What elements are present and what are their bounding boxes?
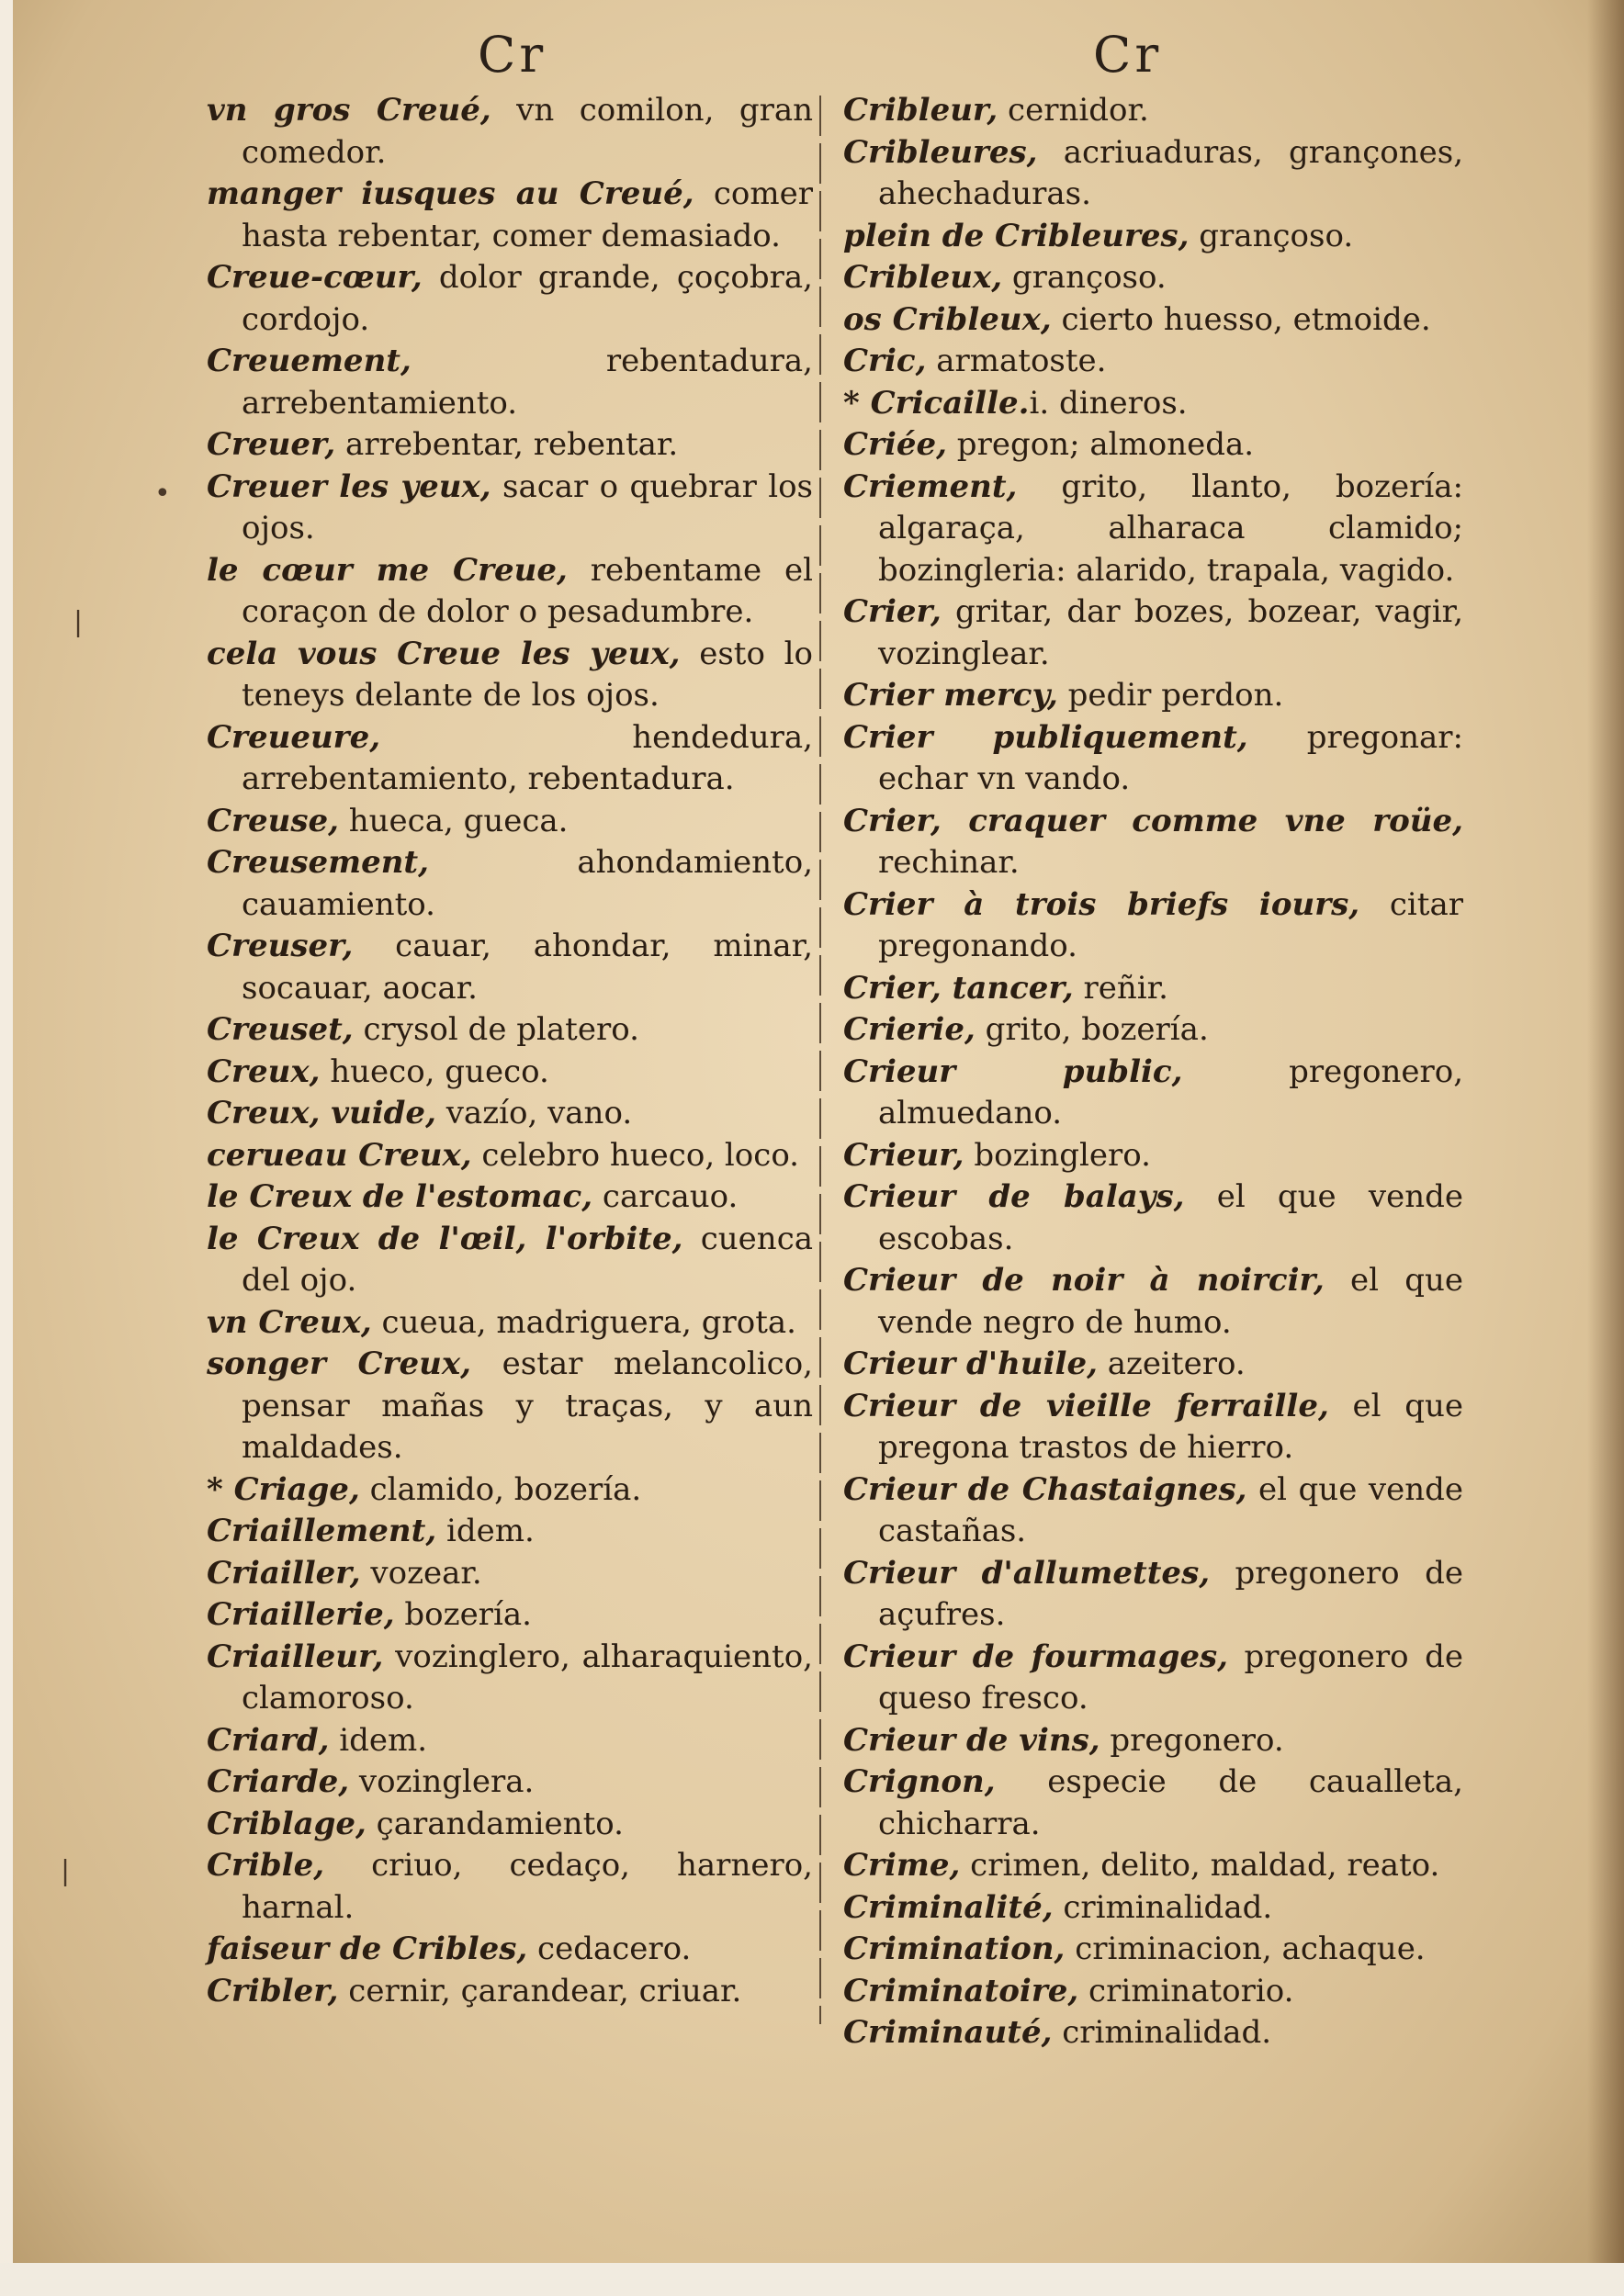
- page-edge-left: [0, 0, 13, 2296]
- right-column: [843, 90, 1463, 2054]
- entry-definition: especie de caualleta, chicharra.: [878, 1763, 1463, 1842]
- dictionary-entry: [843, 341, 1463, 383]
- dictionary-entry: [843, 1971, 1463, 2013]
- entry-definition: armatoste.: [926, 343, 1107, 379]
- entry-definition: vazío, vano.: [435, 1095, 633, 1131]
- entry-headword: Creux, vuide,: [207, 1095, 436, 1131]
- entry-definition: cauar, ahondar, minar, socauar, aocar.: [242, 928, 813, 1007]
- entry-headword: Cribler,: [207, 1972, 339, 2009]
- dictionary-entry: [843, 90, 1463, 132]
- entry-headword: Creuset,: [207, 1011, 354, 1048]
- entry-headword: Crieur de vins,: [843, 1721, 1100, 1759]
- entry-definition: rechinar.: [878, 844, 1020, 881]
- entry-headword: * Criage,: [207, 1470, 360, 1508]
- dictionary-entry: [207, 1052, 813, 1094]
- dictionary-entry: [207, 90, 813, 174]
- entry-definition: bozería.: [394, 1596, 532, 1633]
- entry-headword: Criarde,: [207, 1763, 350, 1800]
- margin-mark-stroke: |: [73, 606, 84, 638]
- entry-definition: grito, bozería.: [975, 1011, 1209, 1048]
- entry-definition: idem.: [436, 1513, 535, 1549]
- dictionary-entry: [843, 1052, 1463, 1135]
- entry-headword: manger iusques au Creué,: [207, 175, 694, 212]
- entry-headword: le Creux de l'œil, l'orbite,: [207, 1220, 683, 1257]
- dictionary-entry: [207, 1929, 813, 1971]
- entry-definition: vozear.: [360, 1554, 482, 1592]
- entry-definition: dolor grande, çoçobra, cordojo.: [242, 259, 813, 338]
- entry-definition: cernidor.: [998, 92, 1149, 129]
- entry-definition: grançoso.: [1189, 217, 1354, 254]
- dictionary-entry: [843, 968, 1463, 1010]
- entry-headword: Criminatoire,: [843, 1972, 1079, 2009]
- dictionary-entry: [207, 1637, 813, 1720]
- entry-headword: plein de Cribleures,: [843, 217, 1190, 254]
- dictionary-entry: [843, 884, 1463, 968]
- entry-definition: rebentadura, arrebentamiento.: [242, 343, 813, 422]
- dictionary-entry: [843, 801, 1463, 884]
- dictionary-entry: [207, 1553, 813, 1595]
- dictionary-entry: [207, 926, 813, 1009]
- entry-headword: Creusement,: [207, 844, 429, 881]
- entry-definition: azeitero.: [1097, 1345, 1246, 1382]
- entry-definition: hueca, gueca.: [338, 802, 569, 839]
- entry-headword: Criaillerie,: [207, 1596, 395, 1633]
- entry-definition: vozinglero, alharaquiento, clamoroso.: [242, 1638, 813, 1716]
- entry-headword: Crieur de fourmages,: [843, 1638, 1228, 1675]
- entry-headword: vn gros Creué,: [207, 92, 491, 129]
- entry-definition: cedacero.: [527, 1930, 692, 1967]
- running-head-right: Cr: [1093, 26, 1163, 84]
- entry-headword: Criblage,: [207, 1805, 367, 1842]
- dictionary-entry: [843, 383, 1463, 425]
- entry-headword: Cric,: [843, 343, 927, 379]
- entry-definition: clamido, bozería.: [359, 1470, 642, 1508]
- dictionary-entry: [843, 1720, 1463, 1762]
- entry-definition: grançoso.: [1002, 259, 1167, 296]
- dictionary-entry: [843, 1845, 1463, 1887]
- entry-headword: Crimination,: [843, 1930, 1066, 1967]
- dictionary-entry: [207, 1720, 813, 1762]
- dictionary-entry: [207, 1511, 813, 1553]
- entry-definition: criminalidad.: [1052, 2014, 1272, 2051]
- entry-headword: vn Creux,: [207, 1303, 372, 1341]
- entry-definition: i. dineros.: [1029, 384, 1188, 422]
- dictionary-entry: [207, 424, 813, 467]
- entry-definition: pregonar: echar vn vando.: [878, 718, 1463, 797]
- entry-definition: criminacion, achaque.: [1065, 1930, 1426, 1967]
- entry-headword: Crier publiquement,: [843, 718, 1248, 756]
- dictionary-entry: [207, 842, 813, 926]
- entry-definition: estar melancolico, pensar mañas y traças, y aun maldades.: [242, 1345, 813, 1466]
- entry-headword: Creuser,: [207, 928, 354, 964]
- entry-headword: Crier, tancer,: [843, 969, 1074, 1007]
- dictionary-entry: [843, 1637, 1463, 1720]
- dictionary-entry: [843, 467, 1463, 592]
- entry-definition: citar pregonando.: [878, 885, 1463, 964]
- page-edge-right: [1587, 0, 1624, 2296]
- dictionary-entry: [207, 1344, 813, 1469]
- entry-headword: Crieur de noir à noircir,: [843, 1262, 1325, 1299]
- entry-definition: çarandamiento.: [366, 1805, 624, 1842]
- margin-mark-star: •: [154, 478, 171, 510]
- dictionary-entry: [207, 1804, 813, 1846]
- dictionary-entry: [843, 1176, 1463, 1260]
- entry-headword: Cribleures,: [843, 133, 1038, 171]
- entry-definition: cernir, çarandear, criuar.: [338, 1972, 742, 2009]
- entry-definition: pregonero.: [1100, 1721, 1284, 1759]
- entry-headword: Creuement,: [207, 343, 412, 379]
- dictionary-entry: [207, 801, 813, 843]
- entry-definition: crysol de platero.: [353, 1011, 639, 1048]
- dictionary-entry: [207, 1135, 813, 1177]
- entry-definition: el que pregona trastos de hierro.: [878, 1387, 1463, 1466]
- entry-headword: os Cribleux,: [843, 300, 1052, 338]
- left-column: [207, 90, 813, 2012]
- dictionary-entry: [843, 1344, 1463, 1386]
- dictionary-entry: [843, 216, 1463, 258]
- entry-definition: celebro hueco, loco.: [471, 1136, 799, 1174]
- entry-definition: rebentame el coraçon de dolor o pesadumbre.: [242, 551, 813, 630]
- dictionary-entry: [207, 257, 813, 341]
- entry-headword: Crieur d'allumettes,: [843, 1554, 1211, 1592]
- entry-headword: Creuse,: [207, 802, 339, 839]
- entry-headword: Criminalité,: [843, 1888, 1054, 1926]
- dictionary-entry: [207, 1761, 813, 1804]
- dictionary-entry: [207, 467, 813, 550]
- dictionary-entry: [843, 1135, 1463, 1177]
- entry-headword: Crime,: [843, 1847, 961, 1884]
- entry-definition: criuo, cedaço, harnero, harnal.: [242, 1847, 813, 1926]
- dictionary-entry: [843, 424, 1463, 467]
- dictionary-entry: [207, 1009, 813, 1052]
- entry-definition: comer hasta rebentar, comer demasiado.: [242, 175, 813, 254]
- entry-headword: faiseur de Cribles,: [207, 1930, 528, 1967]
- dictionary-entry: [843, 299, 1463, 342]
- entry-headword: Criement,: [843, 467, 1018, 505]
- dictionary-entry: [843, 2012, 1463, 2054]
- dictionary-entry: [207, 1219, 813, 1302]
- dictionary-entry: [843, 1887, 1463, 1930]
- dictionary-entry: [843, 591, 1463, 675]
- entry-definition: vn comilon, gran comedor.: [242, 92, 814, 171]
- entry-definition: gritar, dar bozes, bozear, vagir, vozinglear.: [878, 593, 1463, 672]
- entry-headword: Criailleur,: [207, 1638, 384, 1675]
- entry-headword: Creuer,: [207, 426, 336, 463]
- dictionary-entry: [207, 1176, 813, 1219]
- dictionary-entry: [207, 1594, 813, 1637]
- dictionary-entry: [843, 675, 1463, 717]
- entry-definition: carcauo.: [592, 1178, 739, 1215]
- entry-definition: crimen, delito, maldad, reato.: [960, 1847, 1440, 1884]
- dictionary-entry: [843, 257, 1463, 299]
- entry-headword: Crieur,: [843, 1136, 964, 1174]
- entry-headword: Crier à trois briefs iours,: [843, 885, 1360, 923]
- entry-headword: Criaillement,: [207, 1513, 437, 1549]
- entry-definition: esto lo teneys delante de los ojos.: [242, 635, 813, 714]
- entry-headword: Crible,: [207, 1847, 325, 1884]
- entry-definition: cueua, madriguera, grota.: [371, 1303, 796, 1341]
- entry-definition: arrebentar, rebentar.: [335, 426, 679, 463]
- dictionary-entry: [843, 1929, 1463, 1971]
- dictionary-entry: [843, 717, 1463, 801]
- dictionary-entry: [207, 1093, 813, 1135]
- dictionary-entry: [207, 174, 813, 257]
- entry-headword: le Creux de l'estomac,: [207, 1178, 593, 1215]
- entry-definition: el que vende escobas.: [878, 1178, 1463, 1257]
- entry-definition: pedir perdon.: [1057, 677, 1284, 714]
- entry-headword: Crieur de Chastaignes,: [843, 1470, 1247, 1508]
- entry-definition: acriuaduras, grançones, ahechaduras.: [878, 133, 1463, 212]
- entry-headword: Crier,: [843, 593, 942, 630]
- column-divider: [819, 96, 821, 2024]
- entry-definition: bozinglero.: [964, 1136, 1151, 1174]
- entry-definition: pregon; almoneda.: [947, 426, 1255, 463]
- entry-headword: Crier mercy,: [843, 677, 1058, 714]
- dictionary-entry: [207, 1469, 813, 1512]
- entry-headword: Creux,: [207, 1052, 321, 1090]
- entry-definition: cierto huesso, etmoide.: [1051, 300, 1431, 338]
- entry-definition: idem.: [329, 1721, 428, 1759]
- entry-headword: cerueau Creux,: [207, 1136, 472, 1174]
- entry-headword: * Cricaille.: [843, 384, 1030, 422]
- dictionary-entry: [843, 1761, 1463, 1845]
- dictionary-entry: [207, 1971, 813, 2013]
- dictionary-entry: [843, 132, 1463, 216]
- entry-headword: Crieur de balays,: [843, 1178, 1185, 1215]
- entry-definition: el que vende negro de humo.: [878, 1262, 1463, 1341]
- entry-definition: grito, llanto, bozería: algaraça, alharaca clamido; bozingleria: alarido, trapala, vagido.: [878, 467, 1463, 589]
- entry-headword: Crierie,: [843, 1011, 976, 1048]
- dictionary-entry: [207, 550, 813, 634]
- page-edge-bottom: [0, 2263, 1624, 2296]
- dictionary-entry: [843, 1009, 1463, 1052]
- entry-definition: reñir.: [1073, 969, 1168, 1007]
- dictionary-entry: [207, 1845, 813, 1929]
- dictionary-entry: [207, 1302, 813, 1345]
- dictionary-entry: [207, 717, 813, 801]
- entry-definition: ahondamiento, cauamiento.: [242, 844, 813, 923]
- dictionary-entry: [207, 341, 813, 424]
- dictionary-entry: [843, 1260, 1463, 1344]
- entry-headword: Criminauté,: [843, 2014, 1053, 2051]
- entry-definition: pregonero, almuedano.: [878, 1052, 1463, 1131]
- entry-definition: vozinglera.: [349, 1763, 535, 1800]
- entry-headword: Criard,: [207, 1721, 330, 1759]
- entry-headword: Cribleur,: [843, 92, 998, 129]
- dictionary-entry: [207, 634, 813, 717]
- running-head-left: Cr: [478, 26, 547, 84]
- entry-headword: cela vous Creue les yeux,: [207, 635, 681, 672]
- entry-definition: criminalidad.: [1053, 1888, 1273, 1926]
- entry-definition: pregonero de açufres.: [878, 1554, 1463, 1633]
- dictionary-entry: [843, 1553, 1463, 1637]
- dictionary-entry: [843, 1386, 1463, 1469]
- entry-headword: Creueure,: [207, 718, 381, 756]
- entry-headword: Criailler,: [207, 1554, 361, 1592]
- entry-headword: le cœur me Creue,: [207, 551, 568, 589]
- entry-definition: pregonero de queso fresco.: [878, 1638, 1463, 1716]
- entry-headword: Creue-cœur,: [207, 259, 423, 296]
- entry-definition: hueco, gueco.: [320, 1052, 549, 1090]
- entry-headword: songer Creux,: [207, 1345, 471, 1382]
- entry-definition: sacar o quebrar los ojos.: [242, 467, 814, 546]
- entry-headword: Crieur de vieille ferraille,: [843, 1387, 1329, 1424]
- entry-headword: Criée,: [843, 426, 947, 463]
- entry-definition: hendedura, arrebentamiento, rebentadura.: [242, 718, 813, 797]
- entry-headword: Cribleux,: [843, 259, 1003, 296]
- entry-headword: Crieur public,: [843, 1052, 1183, 1090]
- entry-headword: Creuer les yeux,: [207, 467, 491, 505]
- entry-headword: Crignon,: [843, 1763, 996, 1800]
- entry-headword: Crier, craquer comme vne roüe,: [843, 802, 1463, 839]
- margin-mark-stroke: |: [61, 1855, 71, 1887]
- entry-headword: Crieur d'huile,: [843, 1345, 1098, 1382]
- entry-definition: cuenca del ojo.: [242, 1220, 814, 1299]
- dictionary-entry: [843, 1469, 1463, 1553]
- entry-definition: el que vende castañas.: [878, 1470, 1463, 1549]
- entry-definition: criminatorio.: [1078, 1972, 1294, 2009]
